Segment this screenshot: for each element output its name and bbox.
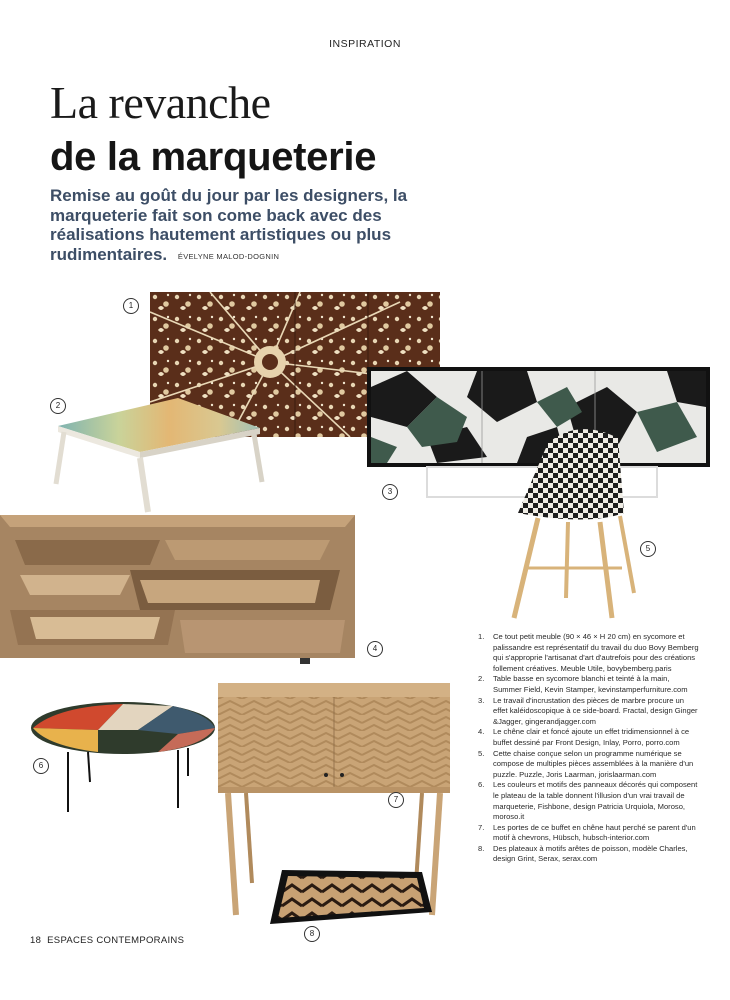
caption-item: 7. Les portes de ce buffet en chêne haut perché se parent d'un motif à chevrons, Hübsch, hubsch-interior.com: [478, 822, 696, 843]
product-2-coffee-table: [48, 396, 270, 514]
number-badge-7: 7: [388, 792, 404, 808]
number-badge-1: 1: [123, 298, 139, 314]
lead-text: Remise au goût du jour par les designers, la marqueterie fait son come back avec des réalisations hautement artistiques ou plus rudimentaires.: [50, 186, 408, 264]
page-title-line1: La revanche: [50, 77, 271, 128]
number-badge-5: 5: [640, 541, 656, 557]
number-badge-8: 8: [304, 926, 320, 942]
number-badge-6: 6: [33, 758, 49, 774]
number-badge-4: 4: [367, 641, 383, 657]
product-5-puzzle-chair: [508, 418, 638, 622]
product-4-oak-buffet: [0, 515, 355, 665]
author-name: ÉVELYNE MALOD-DOGNIN: [177, 251, 280, 261]
caption-item: 5. Cette chaise conçue selon un programme numérique se compose de multiples pièces assemblées à la manière d'un puzzle. Puzzle, Joris Laarman, jorislaarman.com: [478, 748, 694, 779]
caption-item: 6. Les couleurs et motifs des panneaux décorés qui composent le plateau de la table donnent l'illusion d'un vrai travail de marqueterie, Fishbone, design Patricia Urquiola, Moroso, moroso.it: [478, 780, 698, 822]
product-8-herringbone-tray: [262, 868, 434, 930]
number-badge-2: 2: [50, 398, 66, 414]
page-number: 18: [30, 935, 42, 946]
caption-list: [478, 632, 700, 865]
caption-item: 2. Table basse en sycomore blanchi et teinté à la main, Summer Field, Kevin Stamper, kevinstamperfurniture.com: [478, 674, 688, 694]
caption-item: 4. Le chêne clair et foncé ajoute un effet tridimensionnel à ce buffet dessiné par Front Design, Inlay, Porro, porro.com: [478, 727, 690, 747]
caption-item: 8. Des plateaux à motifs arêtes de poisson, modèle Charles, design Grint, Serax, serax.com: [478, 843, 688, 864]
magazine-name: ESPACES CONTEMPORAINS: [47, 935, 185, 946]
page-footer: [30, 935, 184, 946]
number-badge-3: 3: [382, 484, 398, 500]
lead-paragraph: [50, 186, 430, 266]
caption-item: 3. Le travail d'incrustation des pièces de marbre procure un effet kaléidoscopique à ce side-board. Fractal, design Ginger &Jagger, gingerandjagger.com: [478, 695, 698, 726]
page-title-line2: de la marqueterie: [50, 135, 377, 179]
caption-item: 1. Ce tout petit meuble (90 × 46 × H 20 cm) en sycomore et palissandre est représentatif du travail du duo Bovy Bemberg qui s'approprie l'artisanat d'art d'autrefois pour des créations follement créatives. Meuble Utile, bovybemberg.paris: [478, 632, 699, 673]
section-label: INSPIRATION: [329, 38, 401, 50]
product-6-fishbone-table: [28, 700, 220, 815]
